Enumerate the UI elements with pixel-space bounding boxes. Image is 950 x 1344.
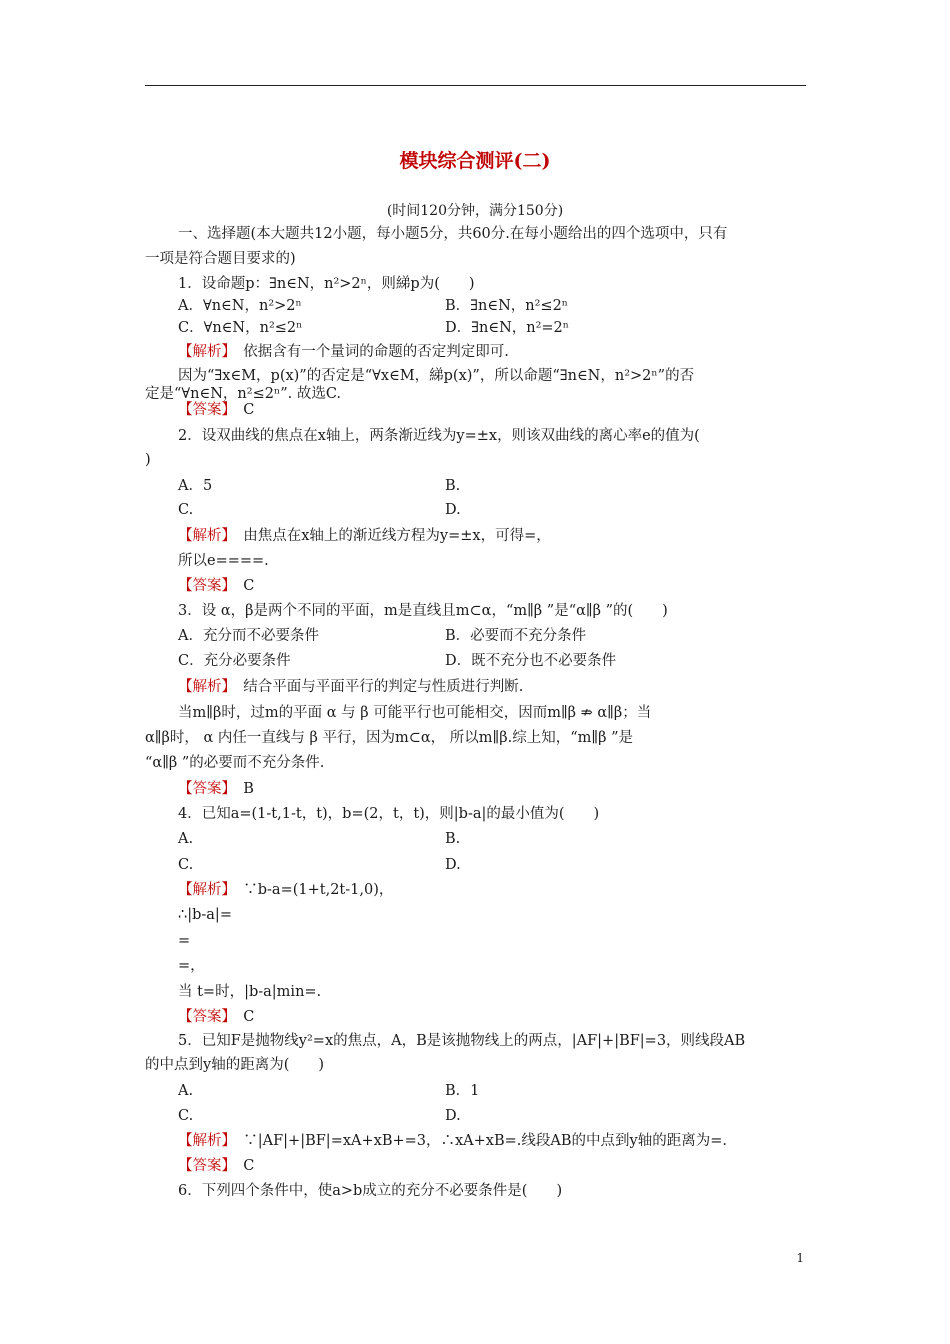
q4-analysis xyxy=(178,881,393,899)
q1-analysis-text: 依据含有一个量词的命题的否定判定即可. xyxy=(243,344,509,360)
q3-analysis xyxy=(178,678,523,696)
analysis-tag: 【解析】 xyxy=(178,1133,229,1149)
q5-option-d: D. xyxy=(445,1108,461,1124)
page-title: 模块综合测评(二) xyxy=(399,150,551,172)
q5-option-a: A. xyxy=(178,1083,194,1099)
q1-option-d: D．∃n∈N，n²=2ⁿ xyxy=(445,320,570,336)
q2-option-a: A．5 xyxy=(178,478,213,494)
q4-stem: 4．已知a=(1-t,1-t，t)，b=(2，t，t)，则|b-a|的最小值为( ) xyxy=(178,806,600,822)
q4-answer-value: C xyxy=(243,1009,255,1025)
q1-explanation-cont: 定是“∀n∈N，n²≤2ⁿ”. 故选C. xyxy=(145,386,342,402)
q2-answer-value: C xyxy=(243,578,255,594)
q5-stem-cont: 的中点到y轴的距离为( ) xyxy=(145,1057,325,1073)
q4-explanation-2: = xyxy=(178,933,191,949)
exam-time-info: (时间120分钟，满分150分) xyxy=(386,203,564,219)
answer-tag: 【答案】 xyxy=(178,781,229,797)
q2-explanation: 所以e====. xyxy=(178,553,269,569)
q1-explanation: 因为“∃x∈M，p(x)”的否定是“∀x∈M，綈p(x)”，所以命题“∃n∈N，n²>2ⁿ”的否 xyxy=(178,368,695,384)
q3-explanation-cont2: “α∥β ”的必要而不充分条件. xyxy=(145,755,325,771)
q5-answer-value: C xyxy=(243,1158,255,1174)
q2-analysis xyxy=(178,527,551,545)
header-rule xyxy=(145,85,806,86)
q5-option-b: B．1 xyxy=(445,1083,480,1099)
q4-explanation-4: 当 t=时，|b-a|min=. xyxy=(178,984,322,1000)
q2-stem: 2．设双曲线的焦点在x轴上，两条渐近线为y=±x，则该双曲线的离心率e的值为( xyxy=(178,428,700,444)
q2-option-c: C. xyxy=(178,502,194,518)
q1-option-c: C．∀n∈N，n²≤2ⁿ xyxy=(178,320,303,336)
q1-option-b: B．∃n∈N，n²≤2ⁿ xyxy=(445,298,569,314)
q2-option-b: B. xyxy=(445,478,461,494)
q2-answer xyxy=(178,577,254,595)
q3-answer xyxy=(178,780,254,798)
q3-option-c: C．充分必要条件 xyxy=(178,653,291,669)
q6-stem: 6．下列四个条件中，使a>b成立的充分不必要条件是( ) xyxy=(178,1183,563,1199)
answer-tag: 【答案】 xyxy=(178,1158,229,1174)
q3-stem: 3．设 α，β是两个不同的平面，m是直线且m⊂α，“m∥β ”是“α∥β ”的( ) xyxy=(178,603,668,619)
analysis-tag: 【解析】 xyxy=(178,882,229,898)
q4-option-d: D. xyxy=(445,857,461,873)
q3-option-b: B．必要而不充分条件 xyxy=(445,628,587,644)
q2-analysis-text: 由焦点在x轴上的渐近线方程为y=±x，可得=， xyxy=(243,528,551,544)
q1-answer-value: C xyxy=(243,402,255,418)
q4-option-a: A. xyxy=(178,831,194,847)
q3-explanation-cont: α∥β时， α 内任一直线与 β 平行，因为m⊂α， 所以m∥β.综上知，“m∥β ”是 xyxy=(145,730,633,746)
q1-option-a: A．∀n∈N，n²>2ⁿ xyxy=(178,298,302,314)
q4-explanation: ∴|b-a|= xyxy=(178,907,232,923)
answer-tag: 【答案】 xyxy=(178,402,229,418)
q3-analysis-text: 结合平面与平面平行的判定与性质进行判断. xyxy=(243,679,524,695)
q5-answer xyxy=(178,1157,254,1175)
q5-stem: 5．已知F是抛物线y²=x的焦点，A，B是该抛物线上的两点，|AF|+|BF|=3，则线段AB xyxy=(178,1033,746,1049)
answer-tag: 【答案】 xyxy=(178,578,229,594)
q5-analysis xyxy=(178,1132,727,1150)
q4-option-c: C. xyxy=(178,857,194,873)
q4-explanation-3: =， xyxy=(178,958,205,974)
q3-answer-value: B xyxy=(243,781,254,797)
q2-stem-cont: ) xyxy=(145,452,151,468)
q1-stem: 1．设命题p：∃n∈N，n²>2ⁿ，则綈p为( ) xyxy=(178,276,475,292)
section-intro: 一、选择题(本大题共12小题，每小题5分，共60分.在每小题给出的四个选项中，只有 xyxy=(178,226,728,242)
analysis-tag: 【解析】 xyxy=(178,344,229,360)
analysis-tag: 【解析】 xyxy=(178,679,229,695)
page-number: 1 xyxy=(796,1251,804,1265)
answer-tag: 【答案】 xyxy=(178,1009,229,1025)
q1-analysis xyxy=(178,343,509,361)
q2-option-d: D. xyxy=(445,502,461,518)
section-intro-cont: 一项是符合题目要求的) xyxy=(145,251,296,267)
q4-option-b: B. xyxy=(445,831,461,847)
q3-option-d: D．既不充分也不必要条件 xyxy=(445,653,617,669)
analysis-tag: 【解析】 xyxy=(178,528,229,544)
q3-option-a: A．充分而不必要条件 xyxy=(178,628,319,644)
q5-analysis-text: ∵|AF|+|BF|=xA+xB+=3，∴xA+xB=.线段AB的中点到y轴的距离为=. xyxy=(243,1133,727,1149)
q5-option-c: C. xyxy=(178,1108,194,1124)
q1-answer xyxy=(178,401,254,419)
q4-analysis-text: ∵b-a=(1+t,2t-1,0)， xyxy=(243,882,394,898)
q3-explanation: 当m∥β时，过m的平面 α 与 β 可能平行也可能相交，因而m∥β ⇏ α∥β；当 xyxy=(178,705,652,721)
q4-answer xyxy=(178,1008,254,1026)
